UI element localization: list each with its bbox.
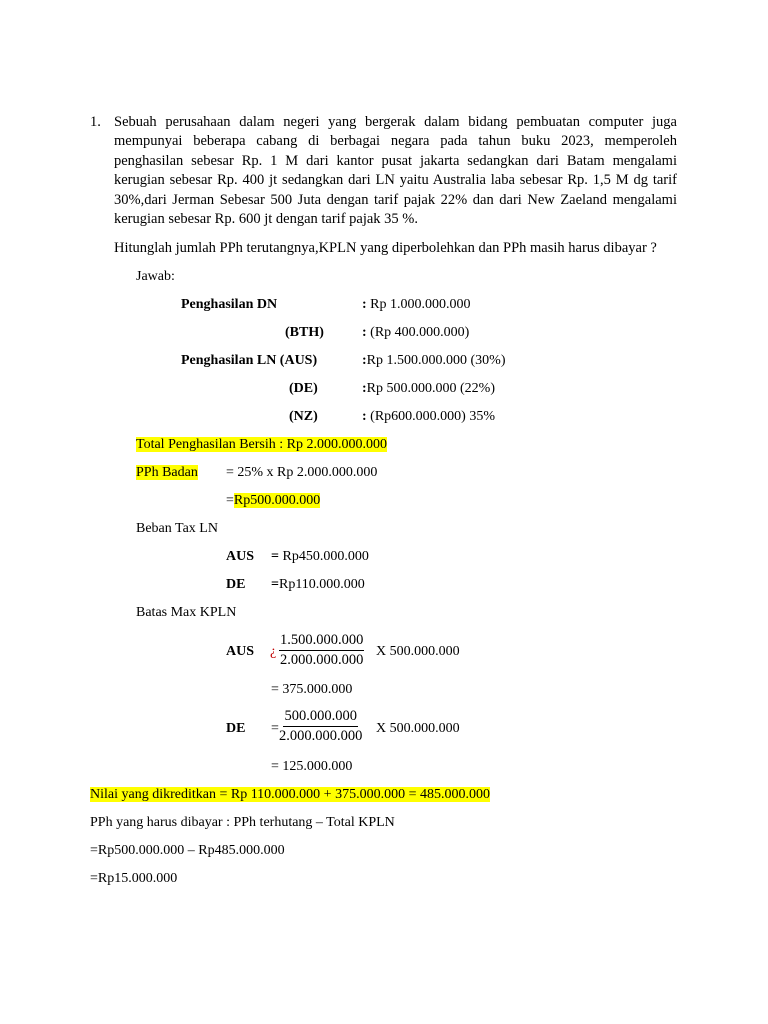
final-result: =Rp15.000.000 xyxy=(90,871,178,886)
kpln-de-result: = 125.000.000 xyxy=(271,759,353,774)
batas-kpln-label: Batas Max KPLN xyxy=(136,605,237,620)
question-ask: Hitunglah jumlah PPh terutangnya,KPLN yang diperbolehkan dan PPh masih harus dibayar ? xyxy=(114,240,657,256)
income-label-dn: Penghasilan DN xyxy=(181,297,278,312)
income-value-dn: : Rp 1.000.000.000 xyxy=(362,297,471,312)
beban-value-aus: = Rp450.000.000 xyxy=(271,549,369,564)
kpln-aus-label: AUS xyxy=(226,644,255,659)
income-label-aus: Penghasilan LN (AUS) xyxy=(181,353,318,368)
kpln-de-numerator: 500.000.000 xyxy=(283,708,358,727)
question-paragraph: Sebuah perusahaan dalam negeri yang bergerak dalam bidang pembuatan computer juga mempunyai beberapa cabang di berbagai negara pada tahun buku 2023, memperoleh penghasilan sebesar Rp. 1 M dari kantor pusat jakarta sedangkan dari Batam mengalami kerugian sebesar Rp. 400 jt sedangkan dari LN yaitu Australia laba sebesar Rp. 1,5 M dg tarif 30%,dari Jerman Sebesar 500 Juta dengan tarif pajak 22% dan dari New Zaeland mengalami kerugian sebesar Rp. 600 jt dengan tarif pajak 35 %. xyxy=(114,114,677,228)
beban-label-de: DE xyxy=(226,577,246,592)
beban-value-de: =Rp110.000.000 xyxy=(271,577,365,592)
income-value-nz: : (Rp600.000.000) 35% xyxy=(362,409,495,424)
kpln-aus-denominator: 2.000.000.000 xyxy=(280,652,364,668)
credited-amount: Nilai yang dikreditkan = Rp 110.000.000 + 375.000.000 = 485.000.000 xyxy=(90,787,490,802)
answer-label: Jawab: xyxy=(136,269,175,284)
total-net-income: Total Penghasilan Bersih : Rp 2.000.000.000 xyxy=(136,437,388,452)
income-label-bth: (BTH) xyxy=(285,325,324,340)
kpln-de-fraction xyxy=(279,708,362,745)
kpln-de-prefix: = xyxy=(271,721,279,736)
income-value-bth: : (Rp 400.000.000) xyxy=(362,325,470,340)
kpln-de-label: DE xyxy=(226,721,246,736)
final-label: PPh yang harus dibayar : PPh terhutang – Total KPLN xyxy=(90,815,395,830)
pph-badan-result: =Rp500.000.000 xyxy=(226,493,321,508)
income-label-de: (DE) xyxy=(289,381,318,396)
kpln-de-multiplier: X 500.000.000 xyxy=(376,721,460,736)
kpln-de-denominator: 2.000.000.000 xyxy=(279,728,363,744)
pph-badan-calc: = 25% x Rp 2.000.000.000 xyxy=(226,465,378,480)
kpln-aus-fraction xyxy=(279,632,364,669)
kpln-aus-numerator: 1.500.000.000 xyxy=(279,632,364,651)
income-label-nz: (NZ) xyxy=(289,409,318,424)
kpln-aus-result: = 375.000.000 xyxy=(271,682,353,697)
kpln-aus-multiplier: X 500.000.000 xyxy=(376,644,460,659)
beban-label-aus: AUS xyxy=(226,549,255,564)
pph-badan-label: PPh Badan xyxy=(136,465,198,480)
final-step: =Rp500.000.000 – Rp485.000.000 xyxy=(90,843,285,858)
income-value-aus: :Rp 1.500.000.000 (30%) xyxy=(362,353,506,368)
beban-tax-label: Beban Tax LN xyxy=(136,521,218,536)
question-number: 1. xyxy=(90,114,101,130)
income-value-de: :Rp 500.000.000 (22%) xyxy=(362,381,495,396)
kpln-aus-prefix: ¿ xyxy=(270,644,277,659)
